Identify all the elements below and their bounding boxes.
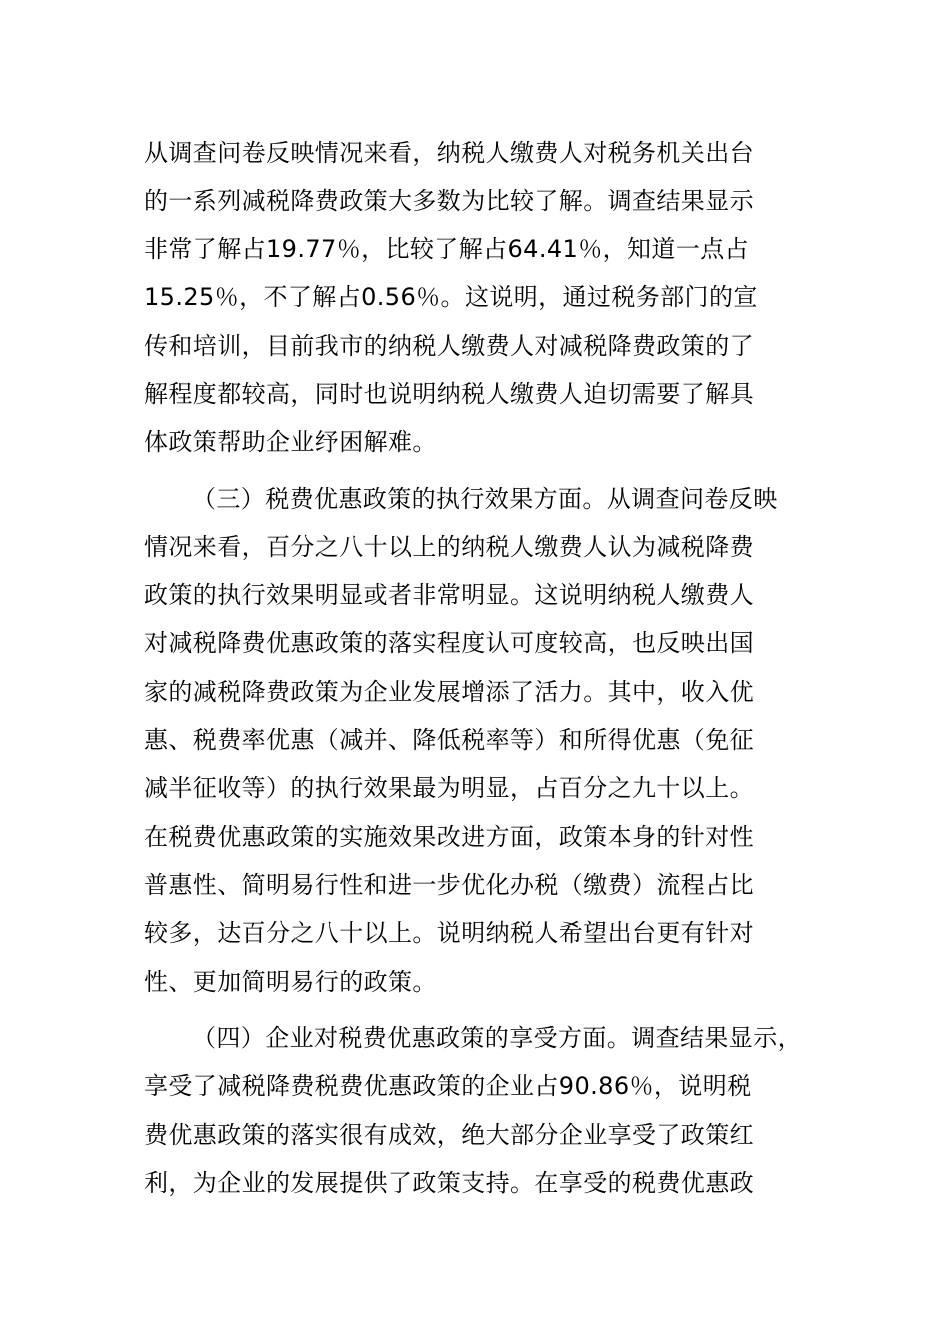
text-line: 惠、税费率优惠（减并、降低税率等）和所得优惠（免征 <box>144 726 754 754</box>
text-line: 普惠性、简明易行性和进一步优化办税（缴费）流程占比 <box>144 871 754 899</box>
paragraph-start-line: （三）税费优惠政策的执行效果方面。从调查问卷反映 <box>192 485 778 513</box>
text-line: 15.25％，不了解占0.56％。这说明，通过税务部门的宣 <box>144 283 758 311</box>
text-line: 解程度都较高，同时也说明纳税人缴费人迫切需要了解具 <box>144 380 754 408</box>
text-line: 的一系列减税降费政策大多数为比较了解。调查结果显示 <box>144 187 754 215</box>
text-line: 享受了减税降费税费优惠政策的企业占90.86％，说明税 <box>144 1072 752 1100</box>
text-line: 从调查问卷反映情况来看，纳税人缴费人对税务机关出台 <box>144 139 754 167</box>
paragraph-start-line: （四）企业对税费优惠政策的享受方面。调查结果显示， <box>192 1024 802 1052</box>
text-line: 对减税降费优惠政策的落实程度认可度较高，也反映出国 <box>144 629 754 657</box>
text-line: 非常了解占19.77％，比较了解占64.41％，知道一点占 <box>144 235 750 263</box>
text-line: 体政策帮助企业纾困解难。 <box>144 428 437 456</box>
text-line: 费优惠政策的落实很有成效，绝大部分企业享受了政策红 <box>144 1121 754 1149</box>
text-line: 减半征收等）的执行效果最为明显，占百分之九十以上。 <box>144 774 754 802</box>
text-line: 政策的执行效果明显或者非常明显。这说明纳税人缴费人 <box>144 581 754 609</box>
text-line: 家的减税降费政策为企业发展增添了活力。其中，收入优 <box>144 678 754 706</box>
text-line: 利，为企业的发展提供了政策支持。在享受的税费优惠政 <box>144 1169 754 1197</box>
text-line: 传和培训，目前我市的纳税人缴费人对减税降费政策的了 <box>144 332 754 360</box>
text-line: 较多，达百分之八十以上。说明纳税人希望出台更有针对 <box>144 919 754 947</box>
text-line: 在税费优惠政策的实施效果改进方面，政策本身的针对性 <box>144 823 754 851</box>
text-line: 情况来看，百分之八十以上的纳税人缴费人认为减税降费 <box>144 533 754 561</box>
text-line: 性、更加简明易行的政策。 <box>144 968 437 996</box>
